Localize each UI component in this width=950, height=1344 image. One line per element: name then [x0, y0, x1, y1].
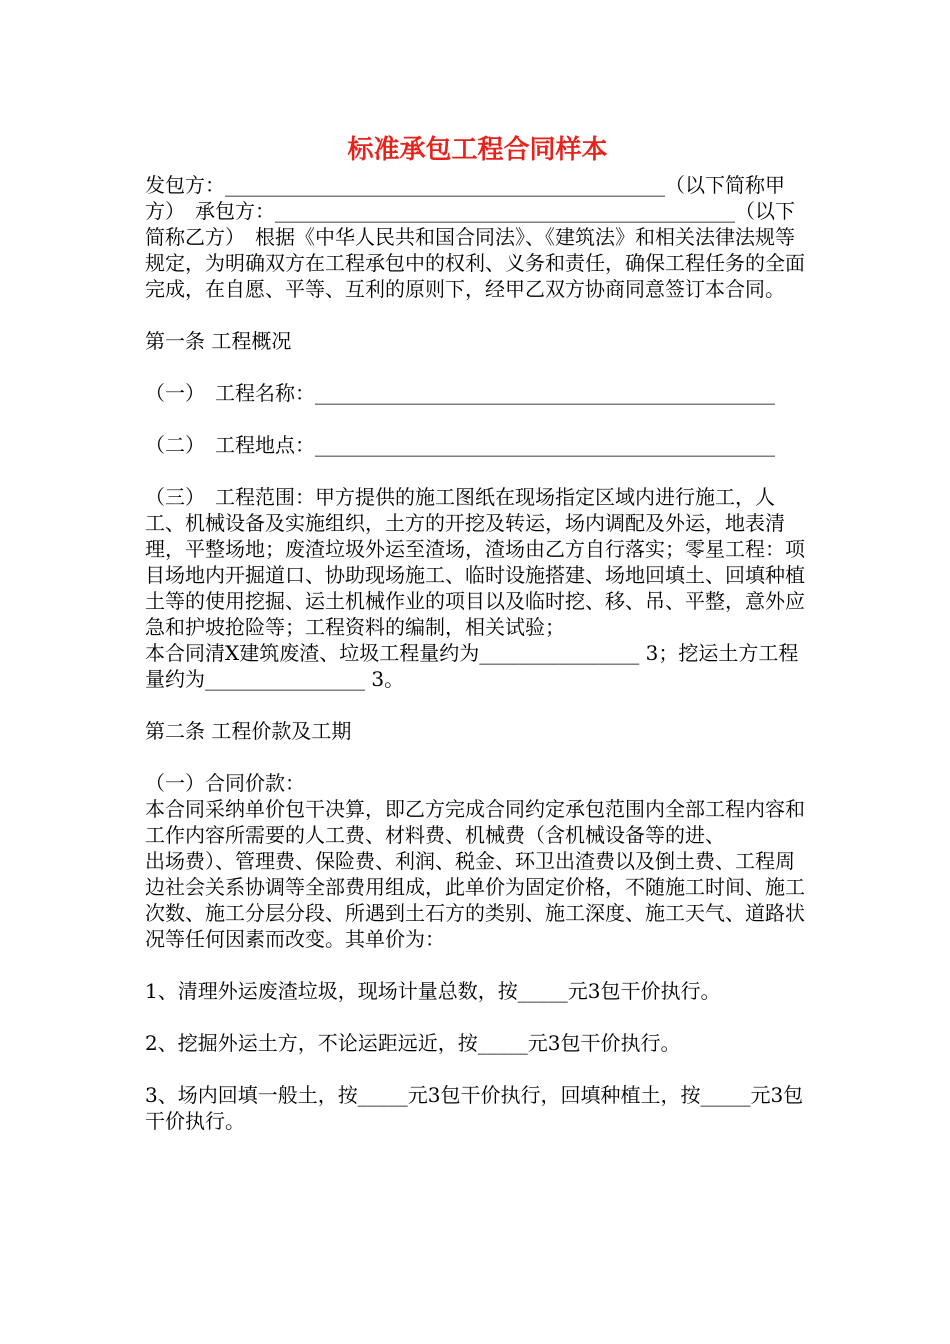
quantity-paragraph: 本合同清X建筑废渣、垃圾工程量约为________________ 3；挖运土方工程量约为________________ 3。: [145, 641, 799, 691]
unit-price-item-1: 1、清理外运废渣垃圾，现场计量总数，按_____元3包干价执行。: [145, 979, 721, 1003]
intro-paragraph: 发包方：____________________________________________（以下简称甲方） 承包方：______________________________________________（以下简称乙方） 根据《中华人民共和国合同法》、《建筑法》和相关法律法规等规定，为明确双方在工程承包中的权利、义务和责任，确保工程任务的全面完成，在自愿、平等、互利的原则下，经甲乙双方协商同意签订本合同。: [145, 173, 805, 301]
unit-price-item-3: 3、场内回填一般土，按_____元3包干价执行，回填种植土，按_____元3包干价执行。: [145, 1083, 804, 1133]
article-2-heading: 第二条 工程价款及工期: [145, 719, 352, 743]
project-location-field: （二） 工程地点：______________________________________________: [145, 433, 775, 457]
document-title: 标准承包工程合同样本: [347, 135, 608, 165]
contract-price-subheading: （一）合同价款：: [145, 771, 305, 795]
project-name-field: （一） 工程名称：______________________________________________: [145, 381, 775, 405]
contract-price-paragraph-2: 出场费）、管理费、保险费、利润、税金、环卫出渣费以及倒土费、工程周边社会关系协调等全部费用组成，此单价为固定价格，不随施工时间、施工次数、施工分层分段、所遇到土石方的类别、施工深度、施工天气、道路状况等任何因素而改变。其单价为：: [145, 849, 805, 951]
article-1-heading: 第一条 工程概况: [145, 329, 292, 353]
contract-price-paragraph-1: 本合同采纳单价包干决算，即乙方完成合同约定承包范围内全部工程内容和工作内容所需要的人工费、材料费、机械费（含机械设备等的进、: [145, 797, 805, 847]
contract-page: [145, 130, 810, 1134]
unit-price-item-2: 2、挖掘外运土方，不论运距远近，按_____元3包干价执行。: [145, 1031, 681, 1055]
project-scope-paragraph: （三） 工程范围：甲方提供的施工图纸在现场指定区域内进行施工，人工、机械设备及实施组织，土方的开挖及转运，场内调配及外运，地表清理，平整场地；废渣垃圾外运至渣场，渣场由乙方自行落实；零星工程：项目场地内开掘道口、协助现场施工、临时设施搭建、场地回填土、回填种植土等的使用挖掘、运土机械作业的项目以及临时挖、移、吊、平整，意外应急和护坡抢险等；工程资料的编制，相关试验；: [145, 485, 805, 639]
